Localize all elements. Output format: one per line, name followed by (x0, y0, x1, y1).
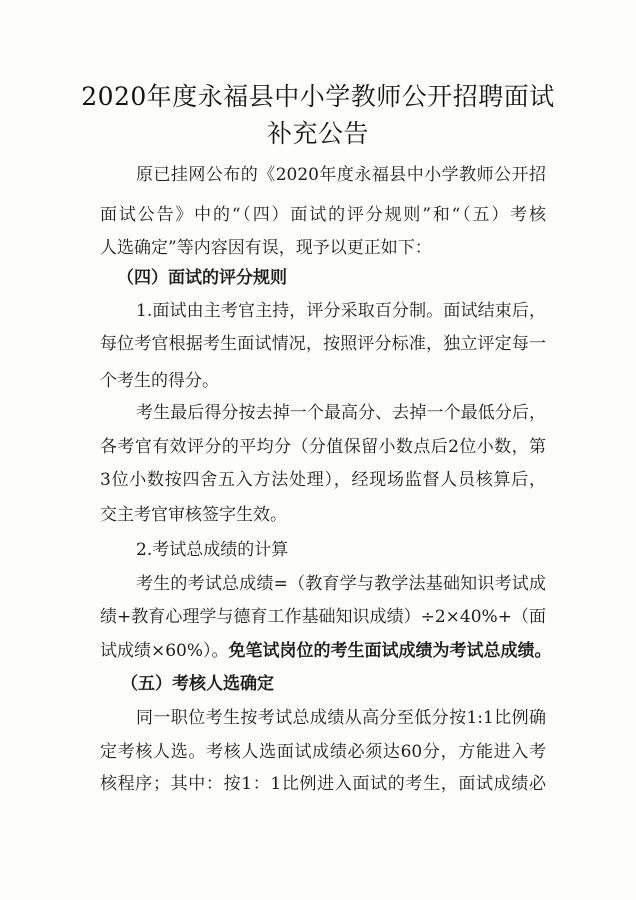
section-5-line-3: 核程序；其中：按1：1比例进入面试的考生，面试成绩必 (100, 774, 546, 794)
rule-1-cont-line-2: 各考官有效评分的平均分（分值保留小数点后2位小数，第 (100, 437, 546, 457)
rule-1-line-1: 1.面试由主考官主持，评分采取百分制。面试结束后， (136, 301, 546, 321)
rule-2-exemption-note: 免笔试岗位的考生面试成绩为考试总成绩。 (228, 641, 552, 661)
rule-2-line-1: 考生的考试总成绩=（教育学与教学法基础知识考试成 (136, 574, 546, 594)
intro-line-1: 原已挂网公布的《2020年度永福县中小学教师公开招 (136, 165, 546, 185)
notice-title-line-1: 2020年度永福县中小学教师公开招聘面试 (81, 82, 555, 111)
section-5-line-1: 同一职位考生按考试总成绩从高分至低分按1:1比例确 (136, 708, 546, 728)
rule-1-line-2: 每位考官根据考生面试情况，按照评分标准，独立评定每一 (100, 334, 546, 354)
section-4-heading: （四）面试的评分规则 (117, 268, 287, 288)
rule-2-heading: 2.考试总成绩的计算 (136, 540, 289, 560)
rule-1-line-3: 个考生的得分。 (100, 371, 219, 391)
notice-title-line-2: 补充公告 (266, 119, 369, 148)
intro-line-2: 面试公告》中的“（四）面试的评分规则”和“（五）考核 (100, 205, 546, 225)
section-5-heading: （五）考核人选确定 (121, 674, 274, 694)
rule-1-cont-line-4: 交主考官审核签字生效。 (100, 505, 287, 525)
rule-2-line-2: 绩+教育心理学与德育工作基础知识成绩）÷2×40%+（面 (100, 607, 546, 627)
rule-2-formula-end: 试成绩×60%）。 (100, 641, 229, 661)
rule-2-line-3 (100, 640, 552, 662)
rule-1-cont-line-1: 考生最后得分按去掉一个最高分、去掉一个最低分后， (136, 403, 546, 423)
section-5-line-2: 定考核人选。考核人选面试成绩必须达60分，方能进入考 (100, 742, 546, 762)
rule-1-cont-line-3: 3位小数按四舍五入方法处理），经现场监督人员核算后， (100, 470, 546, 490)
intro-line-3: 人选确定”等内容因有误，现予以更正如下： (100, 238, 432, 258)
